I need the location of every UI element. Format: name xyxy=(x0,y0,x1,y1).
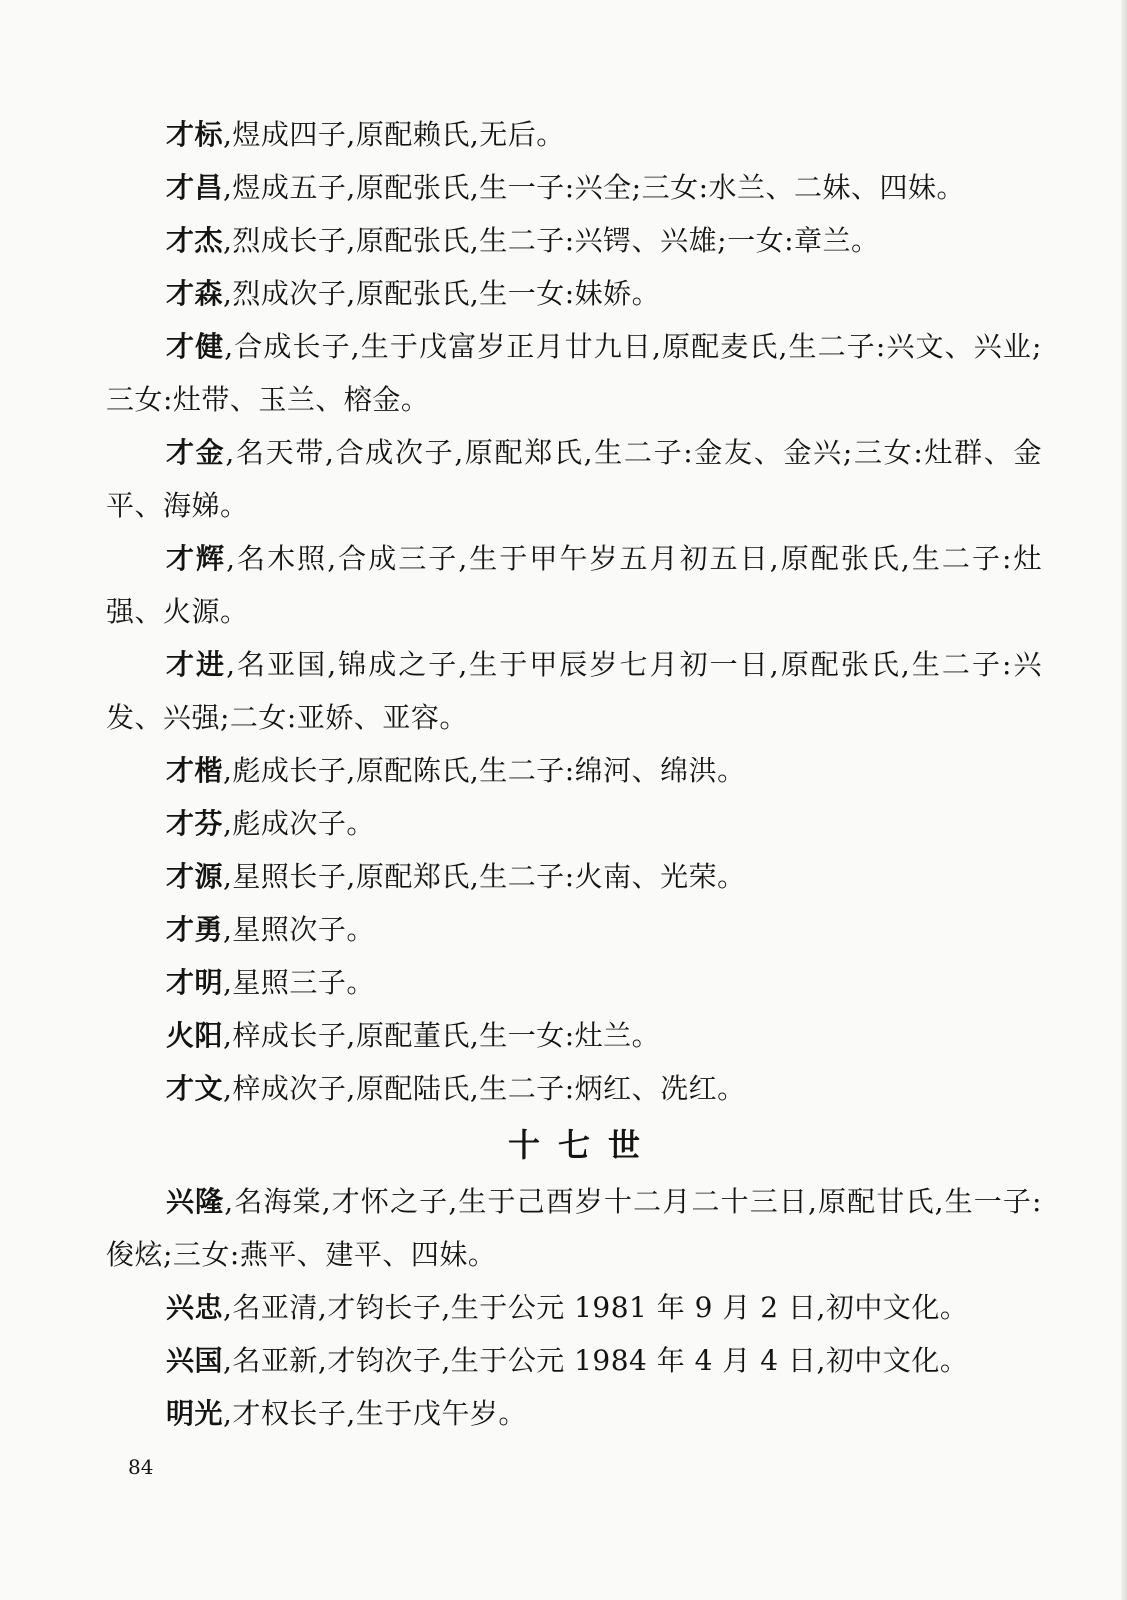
entry-text: ,梓成长子,原配董氏,生一女:灶兰。 xyxy=(223,1019,661,1052)
genealogy-entry xyxy=(106,320,1042,426)
entry-name: 才源 xyxy=(166,860,224,893)
entry-name: 才进 xyxy=(166,648,227,681)
genealogy-entry xyxy=(106,1387,1042,1440)
entry-text: ,名亚清,才钧长子,生于公元 1981 年 9 月 2 日,初中文化。 xyxy=(223,1291,969,1324)
entry-text: ,合成长子,生于戊富岁正月廿九日,原配麦氏,生二子:兴文、兴业;三女:灶带、玉兰、榕金。 xyxy=(106,330,1042,416)
entry-text: ,彪成次子。 xyxy=(223,807,375,840)
entry-name: 才楷 xyxy=(166,754,224,787)
scan-edge-shadow xyxy=(1121,0,1127,1600)
entry-text: ,彪成长子,原配陈氏,生二子:绵河、绵洪。 xyxy=(223,754,746,787)
genealogy-entry xyxy=(106,638,1042,744)
entry-text: ,煜成四子,原配赖氏,无后。 xyxy=(223,118,565,151)
genealogy-entry xyxy=(106,744,1042,797)
genealogy-entry xyxy=(106,161,1042,214)
entry-name: 才杰 xyxy=(166,224,224,257)
genealogy-entry xyxy=(106,1281,1042,1334)
entry-name: 才勇 xyxy=(166,913,224,946)
entry-text: ,才权长子,生于戊午岁。 xyxy=(223,1397,527,1430)
genealogy-entry xyxy=(106,903,1042,956)
genealogy-entry xyxy=(106,214,1042,267)
entry-text: ,星照长子,原配郑氏,生二子:火南、光荣。 xyxy=(223,860,746,893)
entry-text: ,梓成次子,原配陆氏,生二子:炳红、冼红。 xyxy=(223,1072,746,1105)
genealogy-entry xyxy=(106,850,1042,903)
entry-text: ,烈成长子,原配张氏,生二子:兴锷、兴雄;一女:章兰。 xyxy=(223,224,880,257)
genealogy-entry xyxy=(106,267,1042,320)
entries-before-section xyxy=(106,108,1042,1115)
entry-text: ,煜成五子,原配张氏,生一子:兴全;三女:水兰、二妹、四妹。 xyxy=(223,171,966,204)
entry-name: 才标 xyxy=(166,118,224,151)
section-heading: 十七世 xyxy=(507,1126,658,1164)
entry-name: 明光 xyxy=(166,1397,224,1430)
genealogy-entry xyxy=(106,1175,1042,1281)
genealogy-entry xyxy=(106,956,1042,1009)
page-number: 84 xyxy=(128,1455,154,1479)
genealogy-entry xyxy=(106,532,1042,638)
entry-name: 兴国 xyxy=(166,1344,224,1377)
entry-text: ,名亚国,锦成之子,生于甲辰岁七月初一日,原配张氏,生二子:兴发、兴强;二女:亚娇、亚容。 xyxy=(106,648,1042,734)
genealogy-entry xyxy=(106,426,1042,532)
entry-text: ,星照三子。 xyxy=(223,966,375,999)
genealogy-entry xyxy=(106,1062,1042,1115)
entry-text: ,烈成次子,原配张氏,生一女:妹娇。 xyxy=(223,277,661,310)
entries-after-section xyxy=(106,1175,1042,1440)
entry-name: 才金 xyxy=(166,436,226,469)
entry-text: ,星照次子。 xyxy=(223,913,375,946)
entry-name: 才文 xyxy=(166,1072,224,1105)
entry-name: 才昌 xyxy=(166,171,224,204)
entry-name: 才芬 xyxy=(166,807,224,840)
entry-name: 才辉 xyxy=(166,542,227,575)
genealogy-text xyxy=(106,108,1042,1440)
entry-name: 才森 xyxy=(166,277,224,310)
genealogy-entry xyxy=(106,1334,1042,1387)
entry-name: 火阳 xyxy=(166,1019,224,1052)
entry-text: ,名木照,合成三子,生于甲午岁五月初五日,原配张氏,生二子:灶强、火源。 xyxy=(106,542,1042,628)
entry-text: ,名亚新,才钧次子,生于公元 1984 年 4 月 4 日,初中文化。 xyxy=(223,1344,969,1377)
entry-name: 才明 xyxy=(166,966,224,999)
entry-name: 兴隆 xyxy=(166,1185,225,1218)
entry-name: 才健 xyxy=(166,330,225,363)
genealogy-entry xyxy=(106,108,1042,161)
entry-text: ,名海棠,才怀之子,生于己酉岁十二月二十三日,原配甘氏,生一子:俊炫;三女:燕平、建平、四妹。 xyxy=(106,1185,1042,1271)
genealogy-entry xyxy=(106,797,1042,850)
entry-name: 兴忠 xyxy=(166,1291,224,1324)
entry-text: ,名天带,合成次子,原配郑氏,生二子:金友、金兴;三女:灶群、金平、海娣。 xyxy=(106,436,1042,522)
genealogy-entry xyxy=(106,1009,1042,1062)
